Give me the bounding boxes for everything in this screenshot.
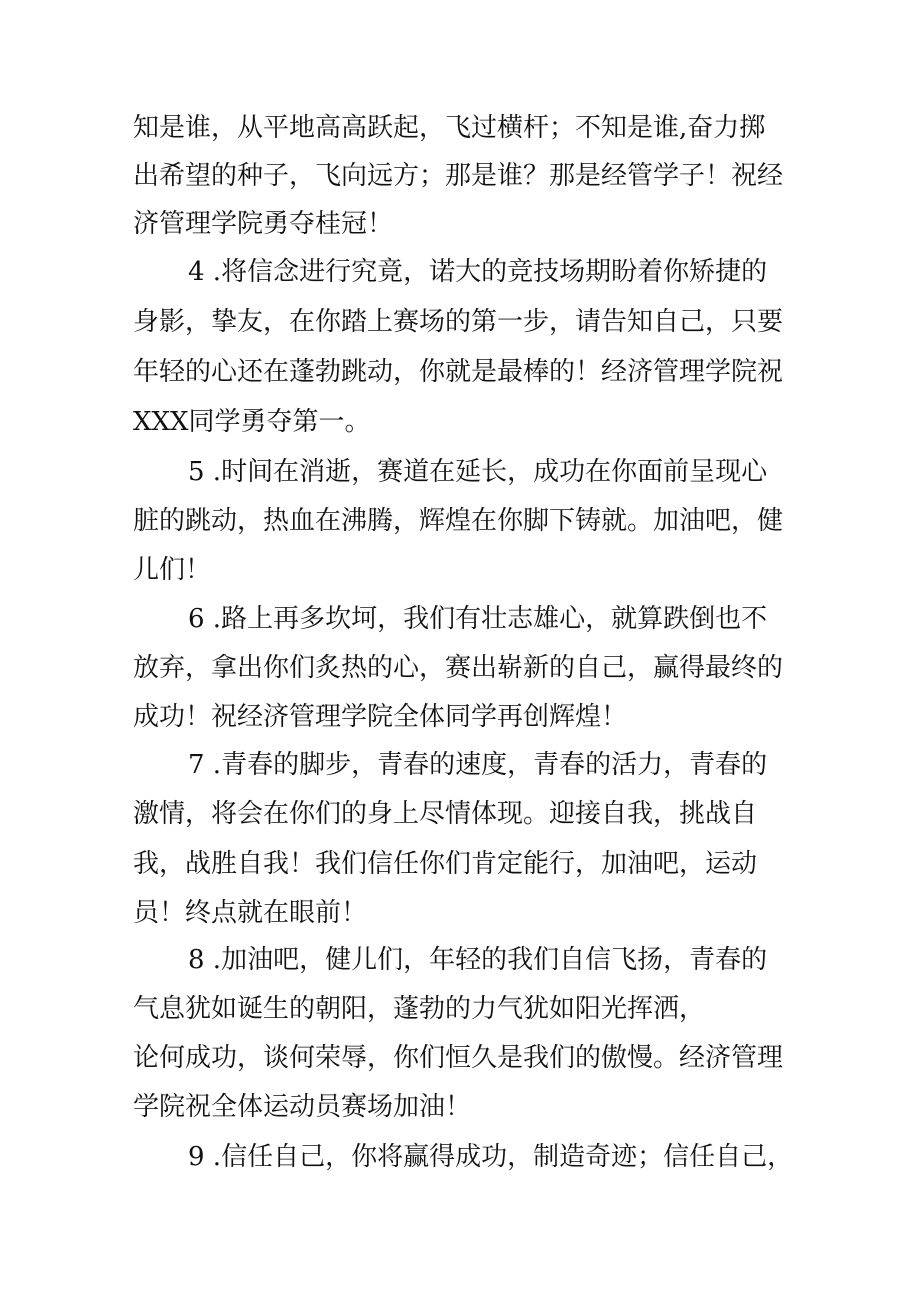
text-line: 激情，将会在你们的身上尽情体现。迎接自我，挑战自 [133, 799, 758, 829]
text-line: 我，战胜自我！我们信任你们肯定能行，加油吧，运动 [133, 849, 758, 879]
text-line: 成功！祝经济管理学院全体同学再创辉煌！ [133, 702, 628, 732]
text-line: XXX同学勇夺第一。 [133, 407, 371, 437]
text-line: 5 .时间在消逝，赛道在延长，成功在你面前呈现心 [188, 457, 768, 487]
text-line: 4 .将信念进行究竟，诺大的竞技场期盼着你矫捷的 [188, 257, 768, 287]
text-line: 济管理学院勇夺桂冠！ [133, 209, 394, 239]
text-line: 气息犹如诞生的朝阳，蓬勃的力气犹如阳光挥洒， [133, 994, 706, 1024]
text-line: 身影，挚友，在你踏上赛场的第一步，请告知自己，只要 [133, 307, 784, 337]
text-line: 知是谁，从平地高高跃起，飞过横杆；不知是谁,奋力掷 [133, 113, 766, 143]
text-line: 7 .青春的脚步，青春的速度，青春的活力，青春的 [188, 750, 768, 780]
text-line: 脏的跳动，热血在沸腾，辉煌在你脚下铸就。加油吧，健 [133, 506, 784, 536]
text-line: 8 .加油吧，健儿们，年轻的我们自信飞扬，青春的 [188, 945, 768, 975]
text-line: 论何成功，谈何荣辱，你们恒久是我们的傲慢。经济管理 [133, 1043, 784, 1073]
text-line: 年轻的心还在蓬勃跳动，你就是最棒的！经济管理学院祝 [133, 357, 784, 387]
text-line: 学院祝全体运动员赛场加油！ [133, 1092, 472, 1122]
text-line: 儿们！ [133, 555, 212, 585]
text-line: 出希望的种子，飞向远方；那是谁？那是经管学子！祝经 [133, 161, 784, 191]
text-line: 员！终点就在眼前！ [133, 898, 368, 928]
text-line: 6 .路上再多坎坷，我们有壮志雄心，就算跌倒也不 [188, 604, 768, 634]
text-line: 放弃，拿出你们炙热的心，赛出崭新的自己，赢得最终的 [133, 653, 784, 683]
text-line: 9 .信任自己，你将赢得成功，制造奇迹；信任自己， [188, 1142, 794, 1172]
